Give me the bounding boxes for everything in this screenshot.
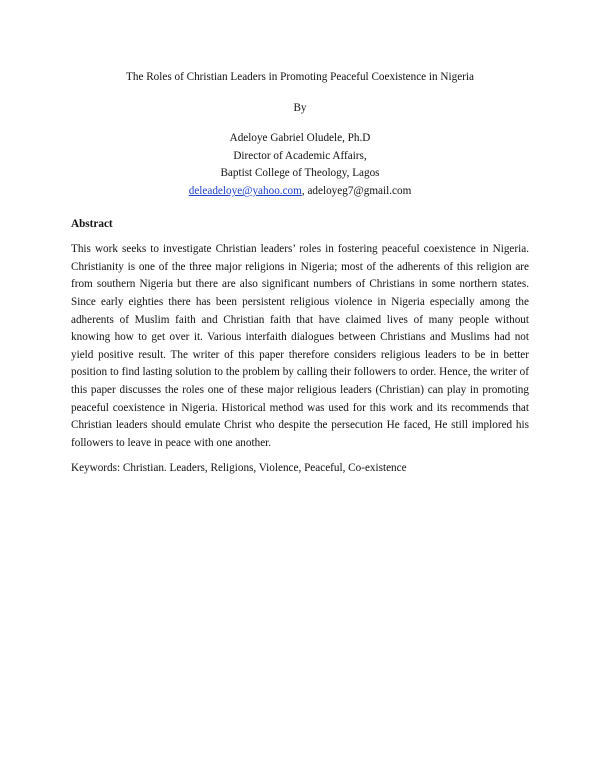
keywords: Keywords: Christian. Leaders, Religions, Violence, Peaceful, Co-existence <box>71 462 407 475</box>
author-position: Director of Academic Affairs, <box>233 149 367 162</box>
abstract-heading: Abstract <box>71 217 113 230</box>
paper-title: The Roles of Christian Leaders in Promoting Peaceful Coexistence in Nigeria <box>126 71 474 83</box>
by-line: By <box>293 101 307 114</box>
author-name: Adeloye Gabriel Oludele, Ph.D <box>229 132 371 145</box>
email-link[interactable]: deleadeloye@yahoo.com <box>188 184 302 197</box>
author-institution: Baptist College of Theology, Lagos <box>220 167 380 180</box>
author-emails <box>71 183 529 201</box>
abstract-body: This work seeks to investigate Christian leaders’ roles in fostering peaceful coexistence in Nigeria. Christianity is one of the three major religions in Nigeria; most of the adherents of this religion are from southern Nigeria but there are also significant numbers of Christians in some northern states. Since early eighties there has been persistent religious violence in Nigeria especially among the adherents of Muslim faith and Christian faith that have claimed lives of many people without knowing how to get over it. Various interfaith dialogues between Christians and Muslims had not yield positive result. The writer of this paper therefore considers religious leaders to be in better position to find lasting solution to the problem by calling their followers to order. Hence, the writer of this paper discusses the roles one of these major religious leaders (Christian) can play in promoting peaceful coexistence in Nigeria. Historical method was used for this work and its recommends that Christian leaders should emulate Christ who despite the persecution He faced, He still implored his followers to leave in peace with one another. <box>71 243 529 449</box>
email-separator: , <box>301 184 308 197</box>
email-secondary: adeloyeg7@gmail.com <box>307 184 412 197</box>
author-block <box>71 130 529 200</box>
